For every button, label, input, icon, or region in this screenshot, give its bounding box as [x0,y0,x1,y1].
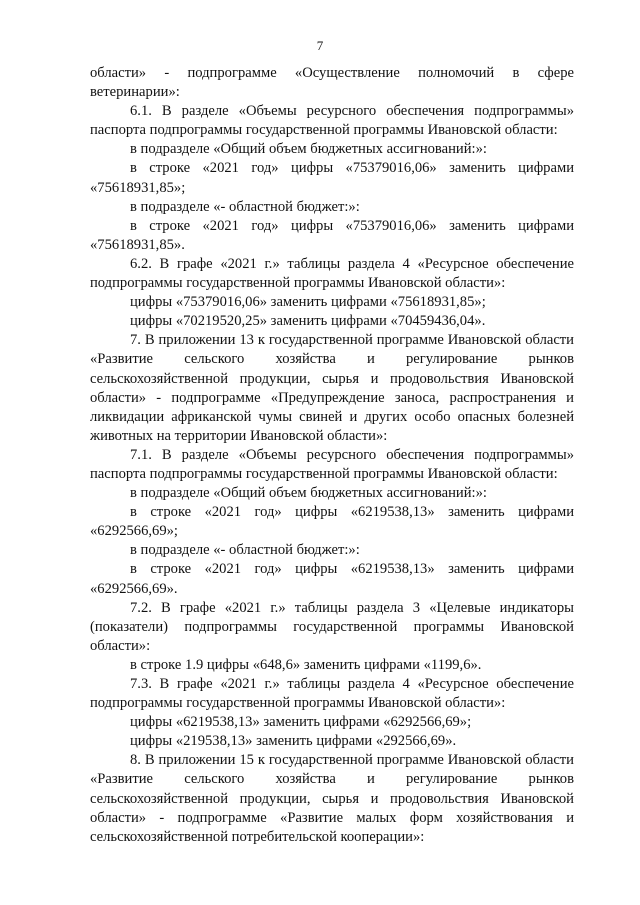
paragraph: 7. В приложении 13 к государственной программе Ивановской области «Развитие сельского хозяйства и регулирование рынков сельскохозяйственной продукции, сырья и продовольствия Ивановской области» - подпрограмме «Предупреждение заноса, распространения и ликвидации африканской чумы свиней и других особо опасных болезней животных на территории Ивановской области»: [90,332,574,444]
paragraph: в строке «2021 год» цифры «75379016,06» заменить цифрами «75618931,85»; [90,160,574,196]
paragraph: в строке «2021 год» цифры «6219538,13» заменить цифрами «6292566,69»; [90,504,574,540]
document-body [90,64,574,847]
paragraph: 7.1. В разделе «Объемы ресурсного обеспечения подпрограммы» паспорта подпрограммы государственной программы Ивановской области: [90,446,574,482]
paragraph: области» - подпрограмме «Осуществление полномочий в сфере ветеринарии»: [90,65,574,101]
page-number: 7 [316,38,324,53]
paragraph: в подразделе «- областной бюджет:»: [130,198,360,215]
paragraph: в строке 1.9 цифры «648,6» заменить цифрами «1199,6». [130,656,482,673]
paragraph: в подразделе «Общий объем бюджетных ассигнований:»: [130,141,487,158]
paragraph: в строке «2021 год» цифры «6219538,13» заменить цифрами «6292566,69». [90,561,574,597]
paragraph: 7.3. В графе «2021 г.» таблицы раздела 4 «Ресурсное обеспечение подпрограммы государственной программы Ивановской области»: [90,676,574,712]
paragraph: в подразделе «- областной бюджет:»: [130,542,360,559]
paragraph: цифры «70219520,25» заменить цифрами «70459436,04». [130,313,486,330]
paragraph: цифры «6219538,13» заменить цифрами «6292566,69»; [130,714,472,731]
paragraph: в подразделе «Общий объем бюджетных ассигнований:»: [130,485,487,502]
paragraph: в строке «2021 год» цифры «75379016,06» заменить цифрами «75618931,85». [90,217,574,253]
paragraph: 8. В приложении 15 к государственной программе Ивановской области «Развитие сельского хозяйства и регулирование рынков сельскохозяйственной продукции, сырья и продовольствия Ивановской области» - подпрограмме «Развитие малых форм хозяйствования и сельскохозяйственной потребительской кооперации»: [90,752,574,845]
paragraph: цифры «219538,13» заменить цифрами «292566,69». [130,733,457,750]
paragraph: цифры «75379016,06» заменить цифрами «75618931,85»; [130,294,486,311]
paragraph: 6.1. В разделе «Объемы ресурсного обеспечения подпрограммы» паспорта подпрограммы государственной программы Ивановской области: [90,103,574,139]
paragraph: 7.2. В графе «2021 г.» таблицы раздела 3 «Целевые индикаторы (показатели) подпрограммы государственной программы Ивановской области»: [90,599,574,654]
paragraph: 6.2. В графе «2021 г.» таблицы раздела 4 «Ресурсное обеспечение подпрограммы государственной программы Ивановской области»: [90,255,574,292]
